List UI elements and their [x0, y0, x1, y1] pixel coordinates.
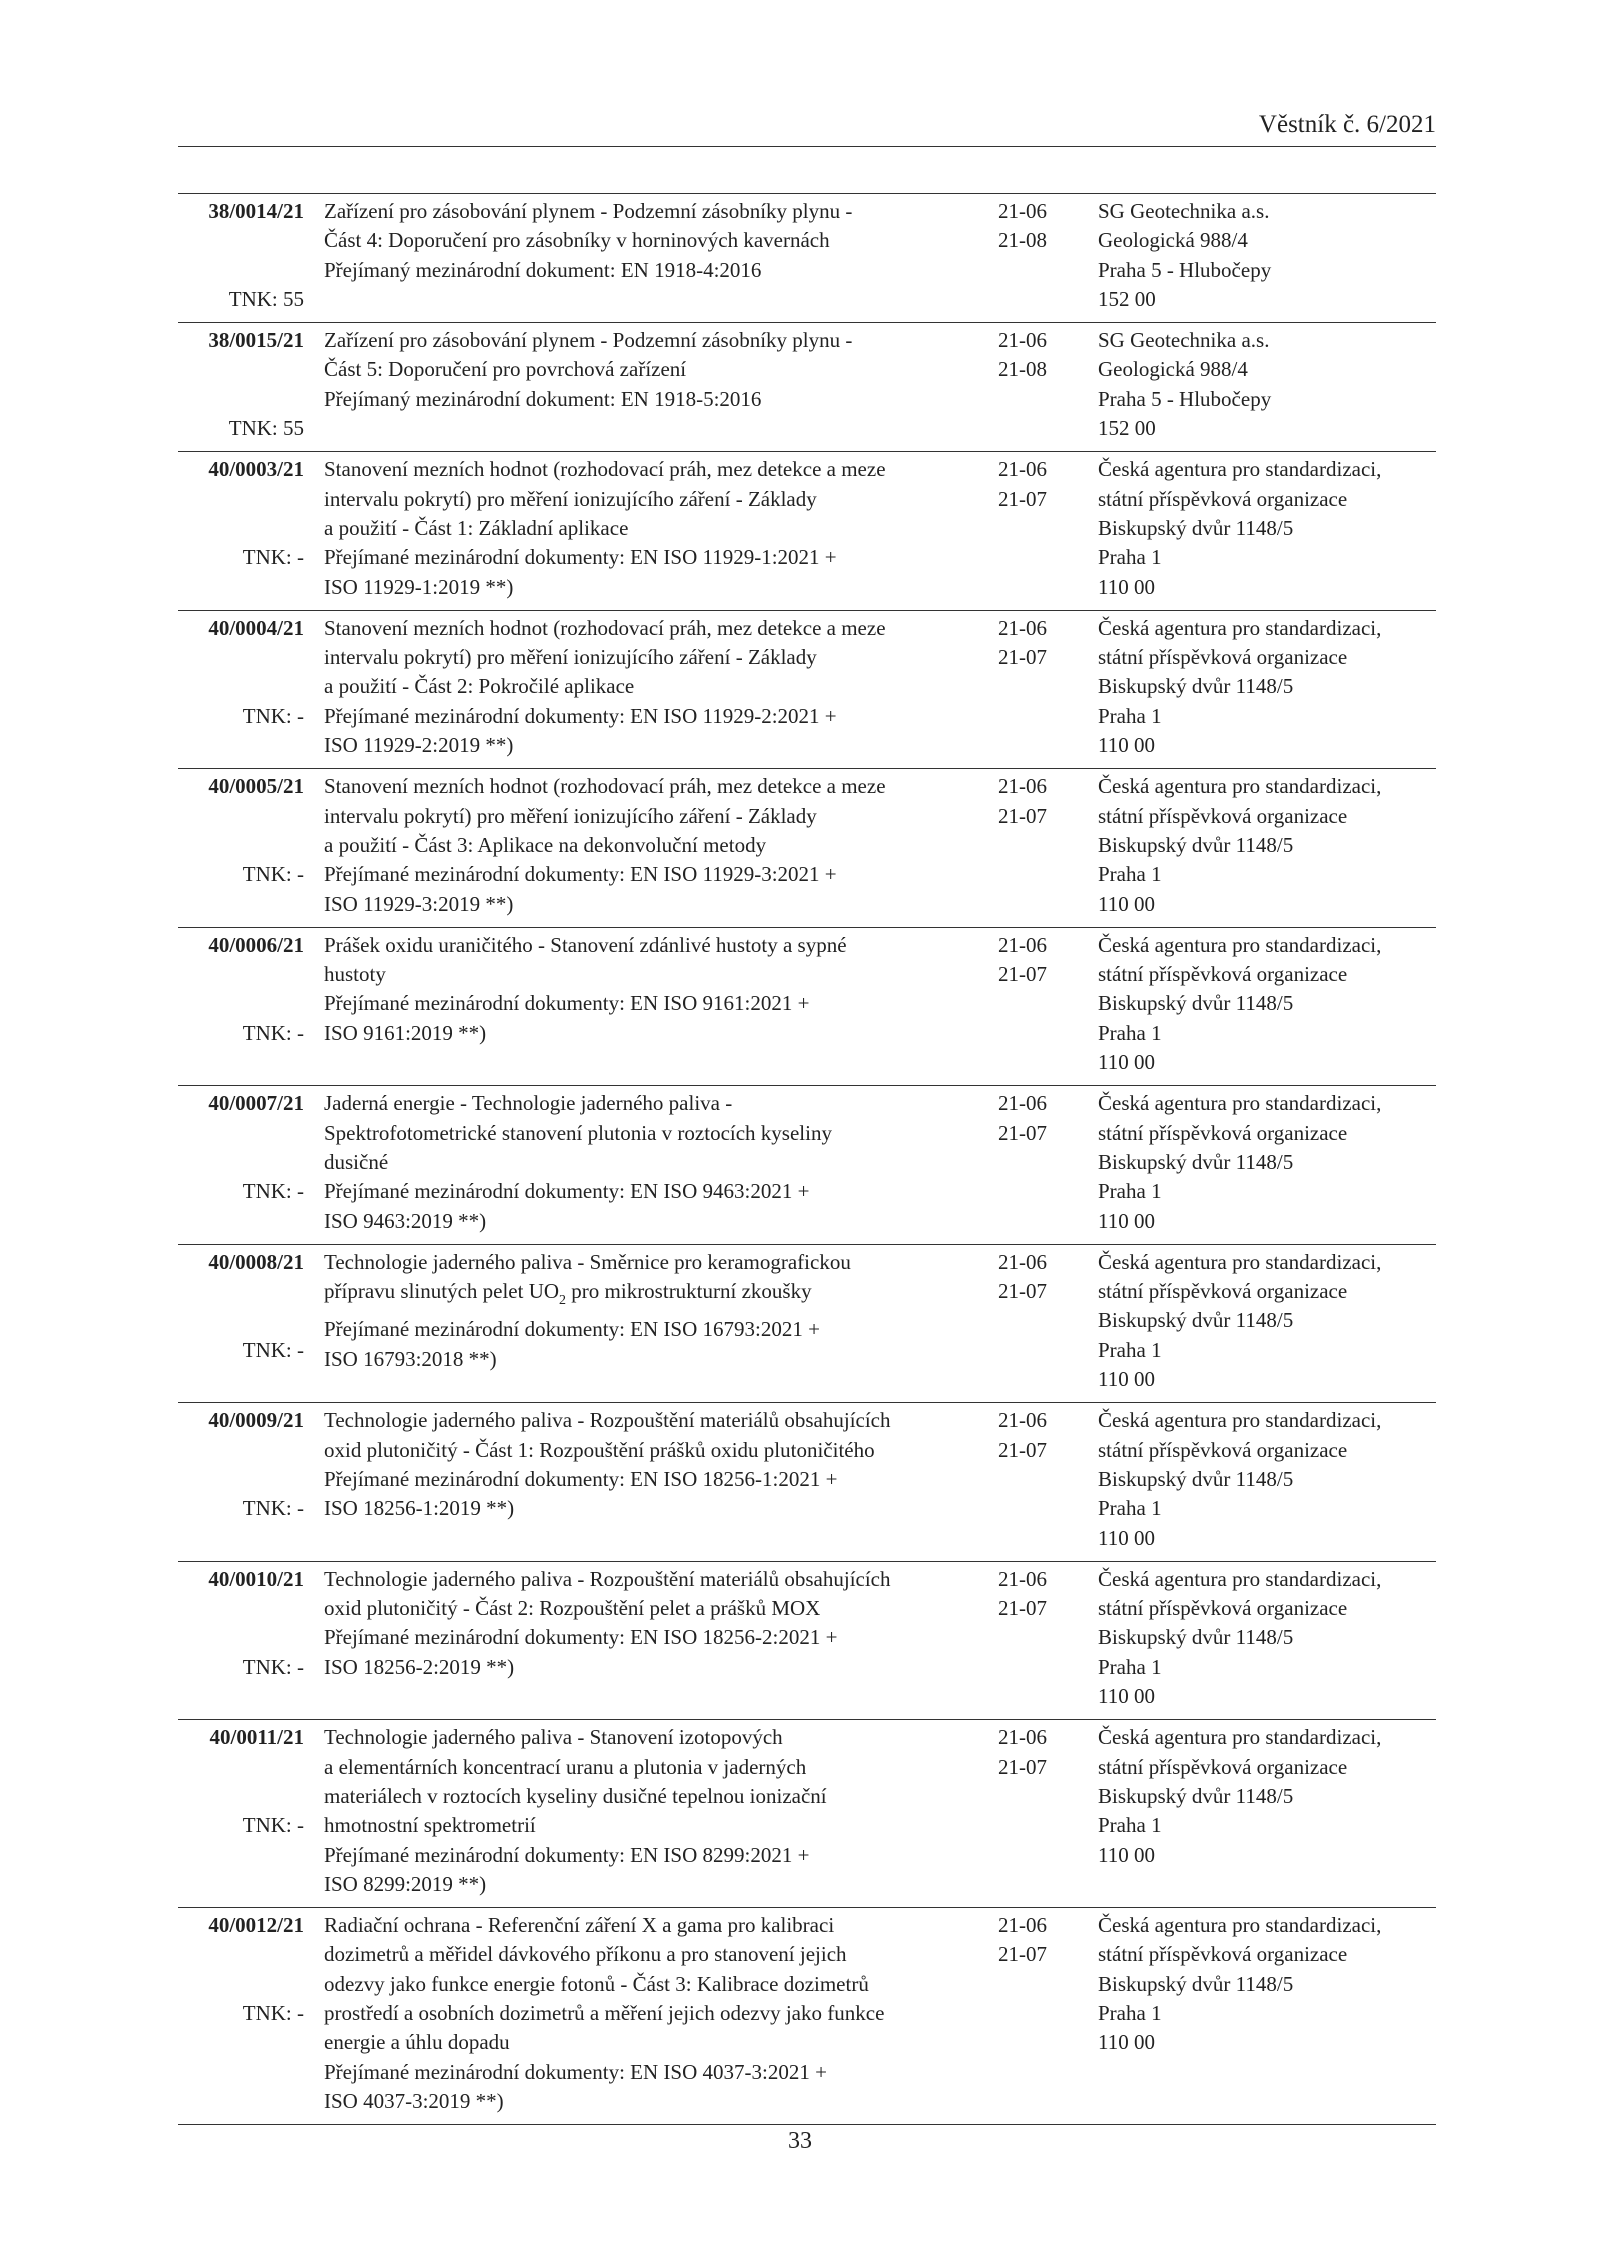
address-line: státní příspěvková organizace — [1098, 962, 1348, 987]
dates-column — [998, 1911, 1068, 1970]
tnk-label: TNK: - — [242, 1179, 304, 1204]
standard-description — [324, 1089, 974, 1235]
description-line: hustoty — [324, 962, 386, 987]
table-row — [178, 194, 1436, 323]
description-line: Přejímané mezinárodní dokumenty: EN ISO 11929-2:2021 + — [324, 703, 837, 728]
processor-address — [1098, 197, 1436, 314]
table-row — [178, 611, 1436, 770]
table-row — [178, 1562, 1436, 1721]
standard-description — [324, 931, 974, 1048]
date-code: 21-07 — [998, 1754, 1047, 1779]
date-code: 21-06 — [998, 774, 1047, 799]
address-line: 110 00 — [1098, 1050, 1155, 1075]
address-line: Praha 1 — [1098, 1813, 1162, 1838]
description-line: ISO 4037-3:2019 **) — [324, 2088, 504, 2113]
description-line: hmotnostní spektrometrií — [324, 1813, 536, 1838]
description-line: Část 5: Doporučení pro povrchová zařízení — [324, 357, 687, 382]
dates-column — [998, 772, 1068, 831]
address-line: Česká agentura pro standardizaci, — [1098, 1913, 1382, 1938]
description-line: intervalu pokrytí) pro měření ionizujícího záření - Základy — [324, 486, 817, 511]
address-line: Praha 5 - Hlubočepy — [1098, 257, 1272, 282]
standard-description — [324, 1723, 974, 1899]
description-line: Technologie jaderného paliva - Rozpouštění materiálů obsahujících — [324, 1408, 891, 1433]
standard-number: 38/0015/21 — [208, 328, 304, 353]
date-code: 21-07 — [998, 803, 1047, 828]
tnk-label: TNK: 55 — [228, 416, 304, 441]
description-line: Technologie jaderného paliva - Rozpouštění materiálů obsahujících — [324, 1566, 891, 1591]
date-code: 21-07 — [998, 645, 1047, 670]
date-code: 21-08 — [998, 228, 1047, 253]
standard-number: 40/0012/21 — [208, 1913, 304, 1938]
date-code: 21-06 — [998, 1913, 1047, 1938]
date-code: 21-07 — [998, 486, 1047, 511]
tnk-label: TNK: - — [242, 1020, 304, 1045]
description-line: Přejímané mezinárodní dokumenty: EN ISO 8299:2021 + — [324, 1842, 810, 1867]
standard-description — [324, 1248, 974, 1374]
address-line: Praha 1 — [1098, 862, 1162, 887]
dates-column — [998, 1723, 1068, 1782]
address-line: státní příspěvková organizace — [1098, 1942, 1348, 1967]
address-line: Biskupský dvůr 1148/5 — [1098, 674, 1294, 699]
description-line: ISO 9161:2019 **) — [324, 1020, 487, 1045]
date-code: 21-07 — [998, 1279, 1047, 1304]
dates-column — [998, 1248, 1068, 1307]
address-line: 110 00 — [1098, 1525, 1155, 1550]
address-line: Biskupský dvůr 1148/5 — [1098, 832, 1294, 857]
description-line: intervalu pokrytí) pro měření ionizujícího záření - Základy — [324, 645, 817, 670]
address-line: Česká agentura pro standardizaci, — [1098, 1408, 1382, 1433]
address-line: Praha 1 — [1098, 1496, 1162, 1521]
standard-description — [324, 614, 974, 760]
standard-number: 40/0003/21 — [208, 457, 304, 482]
address-line: Biskupský dvůr 1148/5 — [1098, 1783, 1294, 1808]
address-line: 110 00 — [1098, 1208, 1155, 1233]
table-row — [178, 769, 1436, 928]
description-line: Přejímaný mezinárodní dokument: EN 1918-4:2016 — [324, 257, 762, 282]
address-line: státní příspěvková organizace — [1098, 645, 1348, 670]
standard-number: 40/0007/21 — [208, 1091, 304, 1116]
standard-description — [324, 1406, 974, 1523]
address-line: Biskupský dvůr 1148/5 — [1098, 1625, 1294, 1650]
date-code: 21-06 — [998, 457, 1047, 482]
address-line: Geologická 988/4 — [1098, 357, 1248, 382]
description-line: Přejímané mezinárodní dokumenty: EN ISO 18256-1:2021 + — [324, 1466, 838, 1491]
address-line: státní příspěvková organizace — [1098, 1120, 1348, 1145]
description-line: Přejímané mezinárodní dokumenty: EN ISO 11929-3:2021 + — [324, 862, 837, 887]
description-line: Přejímané mezinárodní dokumenty: EN ISO 16793:2021 + — [324, 1317, 820, 1342]
standards-table — [178, 193, 1436, 2125]
date-code: 21-06 — [998, 328, 1047, 353]
standard-number: 40/0008/21 — [208, 1249, 304, 1274]
description-line: ISO 18256-2:2019 **) — [324, 1654, 515, 1679]
description-line: Přejímané mezinárodní dokumenty: EN ISO 11929-1:2021 + — [324, 545, 837, 570]
tnk-label: TNK: - — [242, 1496, 304, 1521]
address-line: Praha 1 — [1098, 1020, 1162, 1045]
processor-address — [1098, 455, 1436, 601]
standard-description — [324, 772, 974, 918]
address-line: státní příspěvková organizace — [1098, 486, 1348, 511]
date-code: 21-06 — [998, 1725, 1047, 1750]
tnk-label: TNK: - — [242, 1337, 304, 1362]
date-code: 21-07 — [998, 1596, 1047, 1621]
subscript: 2 — [559, 1293, 567, 1309]
table-row — [178, 452, 1436, 611]
standard-description — [324, 455, 974, 601]
address-line: 152 00 — [1098, 416, 1156, 441]
standard-description — [324, 197, 974, 285]
standard-number: 40/0004/21 — [208, 615, 304, 640]
description-line: prostředí a osobních dozimetrů a měření jejich odezvy jako funkce — [324, 2001, 885, 2026]
date-code: 21-07 — [998, 962, 1047, 987]
address-line: Praha 5 - Hlubočepy — [1098, 386, 1272, 411]
description-line: energie a úhlu dopadu — [324, 2030, 510, 2055]
address-line: Česká agentura pro standardizaci, — [1098, 932, 1382, 957]
description-line: Jaderná energie - Technologie jaderného paliva - — [324, 1091, 733, 1116]
address-line: Biskupský dvůr 1148/5 — [1098, 1149, 1294, 1174]
address-line: Praha 1 — [1098, 1179, 1162, 1204]
address-line: Biskupský dvůr 1148/5 — [1098, 1466, 1294, 1491]
description-line: dusičné — [324, 1149, 389, 1174]
address-line: 110 00 — [1098, 1684, 1155, 1709]
table-row — [178, 1403, 1436, 1562]
description-line: ISO 11929-1:2019 **) — [324, 574, 514, 599]
standard-description — [324, 326, 974, 414]
processor-address — [1098, 1911, 1436, 2057]
description-line: ISO 11929-3:2019 **) — [324, 891, 514, 916]
address-line: 110 00 — [1098, 1367, 1155, 1392]
tnk-label: TNK: - — [242, 1813, 304, 1838]
description-line: ISO 9463:2019 **) — [324, 1208, 487, 1233]
description-line: oxid plutoničitý - Část 1: Rozpouštění prášků oxidu plutoničitého — [324, 1437, 875, 1462]
address-line: Praha 1 — [1098, 1654, 1162, 1679]
address-line: Česká agentura pro standardizaci, — [1098, 457, 1382, 482]
description-line: Zařízení pro zásobování plynem - Podzemní zásobníky plynu - — [324, 328, 853, 353]
description-line: a použití - Část 1: Základní aplikace — [324, 515, 629, 540]
address-line: Biskupský dvůr 1148/5 — [1098, 515, 1294, 540]
description-line: intervalu pokrytí) pro měření ionizujícího záření - Základy — [324, 803, 817, 828]
description-line: ISO 16793:2018 **) — [324, 1346, 497, 1371]
date-code: 21-06 — [998, 1566, 1047, 1591]
description-line: ISO 8299:2019 **) — [324, 1871, 487, 1896]
description-line: a použití - Část 2: Pokročilé aplikace — [324, 674, 635, 699]
processor-address — [1098, 1089, 1436, 1235]
processor-address — [1098, 1723, 1436, 1869]
description-line: Přejímané mezinárodní dokumenty: EN ISO 9463:2021 + — [324, 1179, 810, 1204]
description-line: Zařízení pro zásobování plynem - Podzemní zásobníky plynu - — [324, 199, 853, 223]
address-line: státní příspěvková organizace — [1098, 1754, 1348, 1779]
standard-number: 40/0011/21 — [209, 1725, 304, 1750]
page-header — [178, 110, 1436, 147]
address-line: SG Geotechnika a.s. — [1098, 328, 1270, 353]
tnk-label: TNK: 55 — [228, 286, 304, 311]
date-code: 21-06 — [998, 1091, 1047, 1116]
standard-number: 38/0014/21 — [208, 199, 304, 223]
dates-column — [998, 1406, 1068, 1465]
address-line: Česká agentura pro standardizaci, — [1098, 774, 1382, 799]
table-row — [178, 1720, 1436, 1908]
table-row — [178, 1086, 1436, 1245]
date-code: 21-06 — [998, 932, 1047, 957]
description-line: Stanovení mezních hodnot (rozhodovací práh, mez detekce a meze — [324, 615, 886, 640]
description-line: Prášek oxidu uraničitého - Stanovení zdánlivé hustoty a sypné — [324, 932, 847, 957]
description-line: Technologie jaderného paliva - Stanovení izotopových — [324, 1725, 783, 1750]
date-code: 21-06 — [998, 1249, 1047, 1274]
date-code: 21-06 — [998, 199, 1047, 223]
tnk-label: TNK: - — [242, 703, 304, 728]
description-line: Přejímané mezinárodní dokumenty: EN ISO 18256-2:2021 + — [324, 1625, 838, 1650]
date-code: 21-08 — [998, 357, 1047, 382]
processor-address — [1098, 931, 1436, 1077]
bulletin-title: Věstník č. 6/2021 — [1258, 111, 1436, 138]
description-line: materiálech v roztocích kyseliny dusičné tepelnou ionizační — [324, 1783, 827, 1808]
description-line: odezvy jako funkce energie fotonů - Část 3: Kalibrace dozimetrů — [324, 1971, 869, 1996]
processor-address — [1098, 614, 1436, 760]
dates-column — [998, 455, 1068, 514]
address-line: Biskupský dvůr 1148/5 — [1098, 991, 1294, 1016]
standard-description — [324, 1911, 974, 2116]
description-line: a elementárních koncentrací uranu a plutonia v jaderných — [324, 1754, 807, 1779]
address-line: Česká agentura pro standardizaci, — [1098, 1091, 1382, 1116]
address-line: státní příspěvková organizace — [1098, 803, 1348, 828]
description-line: Přejímané mezinárodní dokumenty: EN ISO 4037-3:2021 + — [324, 2059, 827, 2084]
address-line: Česká agentura pro standardizaci, — [1098, 1566, 1382, 1591]
address-line: Geologická 988/4 — [1098, 228, 1248, 253]
address-line: Biskupský dvůr 1148/5 — [1098, 1308, 1294, 1333]
description-line: Přejímaný mezinárodní dokument: EN 1918-5:2016 — [324, 386, 762, 411]
dates-column — [998, 1565, 1068, 1624]
tnk-label: TNK: - — [242, 862, 304, 887]
description-line: Stanovení mezních hodnot (rozhodovací práh, mez detekce a meze — [324, 774, 886, 799]
address-line: Česká agentura pro standardizaci, — [1098, 615, 1382, 640]
date-code: 21-06 — [998, 1408, 1047, 1433]
address-line: Biskupský dvůr 1148/5 — [1098, 1971, 1294, 1996]
standard-number: 40/0006/21 — [208, 932, 304, 957]
table-row — [178, 323, 1436, 452]
description-line — [324, 1277, 974, 1315]
dates-column — [998, 1089, 1068, 1148]
description-line: Technologie jaderného paliva - Směrnice pro keramografickou — [324, 1249, 851, 1274]
address-line: SG Geotechnika a.s. — [1098, 199, 1270, 223]
address-line: 110 00 — [1098, 891, 1155, 916]
processor-address — [1098, 772, 1436, 918]
table-row — [178, 1908, 1436, 2125]
description-line: ISO 18256-1:2019 **) — [324, 1496, 515, 1521]
date-code: 21-07 — [998, 1437, 1047, 1462]
description-line: oxid plutoničitý - Část 2: Rozpouštění pelet a prášků MOX — [324, 1596, 821, 1621]
dates-column — [998, 197, 1068, 256]
address-line: Česká agentura pro standardizaci, — [1098, 1249, 1382, 1274]
address-line: Praha 1 — [1098, 545, 1162, 570]
description-line: Spektrofotometrické stanovení plutonia v roztocích kyseliny — [324, 1120, 832, 1145]
standard-number: 40/0009/21 — [208, 1408, 304, 1433]
date-code: 21-07 — [998, 1942, 1047, 1967]
tnk-label: TNK: - — [242, 2001, 304, 2026]
address-line: Praha 1 — [1098, 2001, 1162, 2026]
description-line: Radiační ochrana - Referenční záření X a gama pro kalibraci — [324, 1913, 835, 1938]
processor-address — [1098, 1248, 1436, 1394]
address-line: státní příspěvková organizace — [1098, 1437, 1348, 1462]
date-code: 21-07 — [998, 1120, 1047, 1145]
address-line: Česká agentura pro standardizaci, — [1098, 1725, 1382, 1750]
description-line: a použití - Část 3: Aplikace na dekonvoluční metody — [324, 832, 767, 857]
processor-address — [1098, 326, 1436, 443]
table-row — [178, 928, 1436, 1087]
processor-address — [1098, 1565, 1436, 1711]
standard-number: 40/0005/21 — [208, 774, 304, 799]
standard-description — [324, 1565, 974, 1682]
description-line: dozimetrů a měřidel dávkového příkonu a pro stanovení jejich — [324, 1942, 847, 1967]
tnk-label: TNK: - — [242, 1654, 304, 1679]
address-line: 110 00 — [1098, 733, 1155, 758]
address-line: státní příspěvková organizace — [1098, 1596, 1348, 1621]
address-line: 110 00 — [1098, 574, 1155, 599]
page-number: 33 — [788, 2128, 812, 2154]
address-line: 110 00 — [1098, 1842, 1155, 1867]
description-line: ISO 11929-2:2019 **) — [324, 733, 514, 758]
address-line: 152 00 — [1098, 286, 1156, 311]
description-line: Část 4: Doporučení pro zásobníky v horninových kavernách — [324, 228, 830, 253]
table-row — [178, 1245, 1436, 1404]
processor-address — [1098, 1406, 1436, 1552]
dates-column — [998, 326, 1068, 385]
address-line: 110 00 — [1098, 2030, 1155, 2055]
address-line: Praha 1 — [1098, 703, 1162, 728]
standard-number: 40/0010/21 — [208, 1566, 304, 1591]
address-line: státní příspěvková organizace — [1098, 1279, 1348, 1304]
dates-column — [998, 614, 1068, 673]
date-code: 21-06 — [998, 615, 1047, 640]
description-line: Stanovení mezních hodnot (rozhodovací práh, mez detekce a meze — [324, 457, 886, 482]
dates-column — [998, 931, 1068, 990]
description-text: přípravu slinutých pelet UO — [324, 1279, 560, 1304]
address-line: Praha 1 — [1098, 1337, 1162, 1362]
description-text: pro mikrostrukturní zkoušky — [566, 1279, 812, 1304]
tnk-label: TNK: - — [242, 545, 304, 570]
description-line: Přejímané mezinárodní dokumenty: EN ISO 9161:2021 + — [324, 991, 810, 1016]
